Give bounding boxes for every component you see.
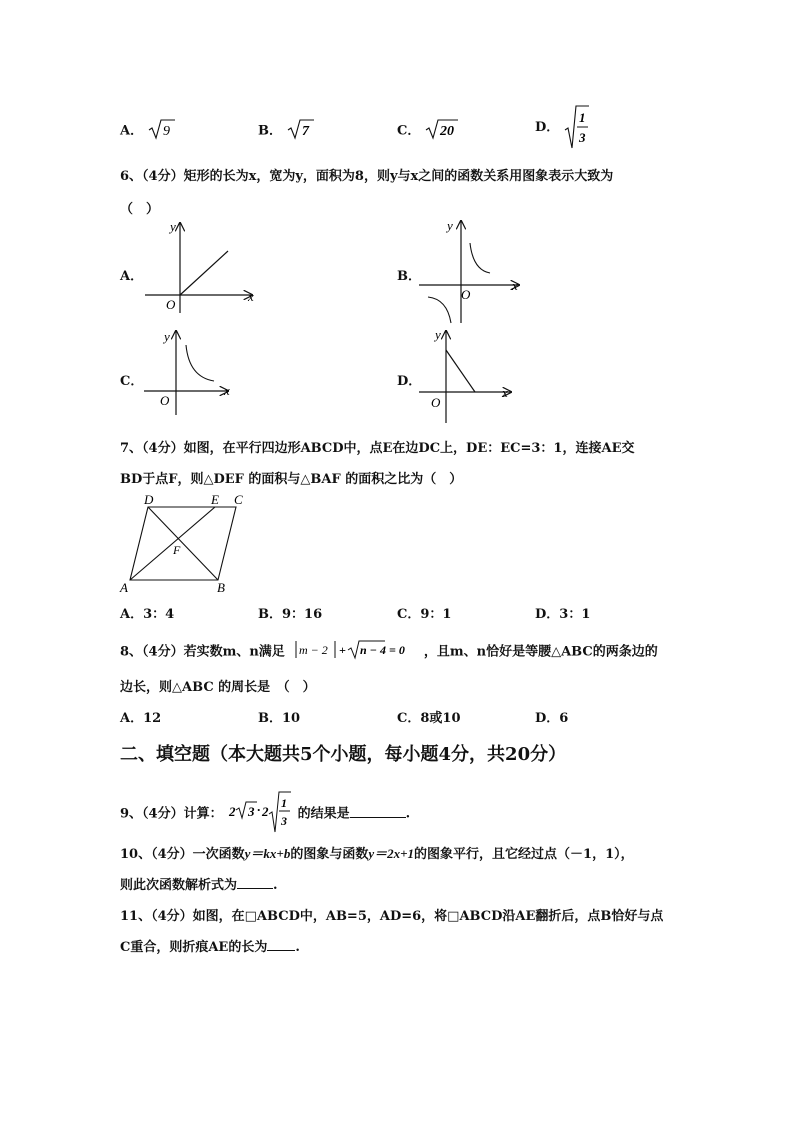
- sqrt-sign-icon: [269, 792, 291, 832]
- q5-option-b: [258, 118, 315, 144]
- q10-end: .: [273, 878, 278, 893]
- q8-stem-line2: 边长，则△ABC 的周长是 （ ）: [120, 680, 316, 695]
- answer-blank[interactable]: [350, 805, 406, 818]
- q7-option-b: [258, 603, 322, 622]
- hyperbola-branch: [186, 345, 214, 381]
- y-axis-label: y: [164, 329, 170, 344]
- hyperbola-branch-3: [428, 297, 451, 323]
- q6-option-b-label: B．: [397, 269, 421, 284]
- point-e-label: E: [211, 492, 219, 507]
- q8-equation: [293, 638, 415, 666]
- option-label: B．: [258, 607, 282, 622]
- option-label: D．: [535, 711, 560, 726]
- q6-graph-a: [140, 215, 270, 315]
- sqrt-expression: [287, 118, 315, 144]
- radicand: 20: [439, 124, 454, 139]
- q6-graph-c: [140, 325, 240, 415]
- q6-option-a-label: A．: [120, 269, 144, 284]
- q10-stem-line2: [120, 874, 278, 893]
- option-label: C．: [397, 711, 421, 726]
- option-text: 12: [143, 711, 162, 726]
- q8-stem-line1: [120, 638, 658, 666]
- q6-graph-b: [415, 215, 525, 325]
- x-axis-label: x: [502, 385, 508, 400]
- q11-end: .: [295, 940, 300, 955]
- option-label: B．: [258, 711, 282, 726]
- answer-blank[interactable]: [267, 938, 295, 951]
- sqrt-expression: [148, 118, 176, 144]
- option-label: D．: [535, 119, 560, 135]
- q9-line: [120, 790, 410, 838]
- plus-sign: +: [339, 643, 347, 657]
- q9-end: .: [405, 806, 411, 822]
- answer-blank[interactable]: [237, 876, 273, 889]
- sqrt-sign-icon: [148, 118, 176, 140]
- q8-option-a: [120, 707, 161, 726]
- multiply-dot: ·: [257, 802, 261, 817]
- x-axis-label: x: [512, 278, 518, 293]
- q8-option-d: [535, 707, 568, 726]
- q10-function-1: y＝kx+b: [244, 846, 291, 861]
- q10-part1: 10、（4分）一次函数: [120, 847, 245, 862]
- q8-option-c: [397, 707, 461, 726]
- option-text: 8或10: [420, 711, 461, 726]
- q9-suffix: 的结果是: [297, 806, 350, 822]
- fraction-numerator: 1: [578, 110, 586, 125]
- q9-expression: [227, 790, 293, 838]
- q11-stem-line2: [120, 936, 300, 955]
- x-axis-label: x: [248, 289, 254, 304]
- coefficient-1: 2: [229, 804, 236, 819]
- q7-option-a: [120, 603, 174, 622]
- origin-label: O: [431, 395, 441, 410]
- y-axis-label: y: [447, 218, 453, 233]
- q5-option-d: [535, 104, 590, 154]
- q10-function-2: y＝2x+1: [368, 846, 415, 861]
- q7-parallelogram-figure: [118, 490, 253, 595]
- option-label: C．: [397, 123, 421, 139]
- function-segment: [446, 350, 475, 392]
- equation-graphic: [293, 638, 415, 662]
- q8-suffix: ，且m、n恰好是等腰△ABC的两条边的: [423, 644, 658, 660]
- option-text: 6: [559, 711, 569, 726]
- q10-line2-text: 则此次函数解析式为: [120, 878, 238, 893]
- point-f-label: F: [173, 543, 181, 557]
- sqrt-sign-icon: [287, 118, 315, 140]
- y-axis-label: y: [170, 219, 176, 234]
- q11-line2-text: C重合，则折痕AE的长为: [120, 940, 268, 955]
- point-d-label: D: [144, 492, 154, 507]
- function-line: [180, 251, 228, 295]
- radicand: n − 4: [360, 643, 387, 657]
- equation-rhs: = 0: [389, 643, 406, 657]
- sqrt-fraction: [564, 104, 590, 154]
- q6-stem-line2: （ ）: [120, 202, 160, 217]
- q7-stem-line2: BD于点F，则△DEF 的面积与△BAF 的面积之比为（ ）: [120, 472, 463, 487]
- q7-option-c: [397, 603, 451, 622]
- q5-option-a: [120, 118, 176, 144]
- q5-option-c: [397, 118, 459, 144]
- origin-label: O: [461, 287, 471, 302]
- q10-stem-line1: [120, 843, 634, 862]
- x-axis-label: x: [224, 383, 230, 398]
- point-a-label: A: [120, 580, 128, 595]
- q9-prefix: 9、（4分）计算：: [120, 806, 223, 822]
- diagonal-bd: [148, 507, 218, 580]
- option-label: A．: [120, 607, 144, 622]
- q10-part2: 的图象与函数: [290, 847, 369, 862]
- expression-graphic: [227, 790, 293, 834]
- q7-option-d: [535, 603, 590, 622]
- option-text: 3：4: [143, 607, 175, 622]
- q11-stem-line1: 11、（4分）如图，在□ABCD中，AB=5，AD=6，将□ABCD沿AE翻折后，点B恰好与点: [120, 909, 664, 924]
- q10-part3: 的图象平行，且它经过点（－1，1），: [414, 847, 634, 862]
- radicand: 7: [301, 124, 309, 139]
- fraction-denominator: 3: [281, 814, 288, 828]
- q6-option-d-label: D．: [397, 374, 422, 389]
- fraction-numerator: 1: [281, 796, 288, 810]
- coefficient-2: 2: [262, 804, 269, 819]
- q6-option-c-label: C．: [120, 374, 144, 389]
- fraction-denominator: 3: [578, 130, 586, 145]
- abs-content: m − 2: [299, 643, 329, 657]
- q6-graph-d: [415, 325, 515, 425]
- q8-option-b: [258, 707, 300, 726]
- option-text: 9：1: [420, 607, 452, 622]
- section-title-fill-in: 二、填空题（本大题共5个小题，每小题4分，共20分）: [120, 744, 567, 765]
- option-text: 3：1: [559, 607, 591, 622]
- radicand: 9: [162, 124, 170, 139]
- option-label: B．: [258, 123, 282, 139]
- option-label: A．: [120, 711, 144, 726]
- point-c-label: C: [234, 492, 243, 507]
- q7-stem-line1: 7、（4分）如图，在平行四边形ABCD中，点E在边DC上，DE：EC=3：1，连接AE交: [120, 441, 635, 456]
- option-label: D．: [535, 607, 560, 622]
- q8-prefix: 8、（4分）若实数m、n满足: [120, 644, 285, 660]
- point-b-label: B: [217, 580, 225, 595]
- sqrt-expression: [425, 118, 459, 144]
- origin-label: O: [166, 297, 176, 312]
- origin-label: O: [160, 393, 170, 408]
- option-text: 9：16: [282, 607, 323, 622]
- sqrt-sign-icon: [425, 118, 459, 140]
- option-label: C．: [397, 607, 421, 622]
- hyperbola-branch-1: [470, 243, 490, 273]
- option-label: A．: [120, 123, 144, 139]
- option-text: 10: [282, 711, 301, 726]
- radicand-1: 3: [248, 804, 255, 819]
- sqrt-sign-icon: [564, 104, 590, 150]
- y-axis-label: y: [435, 327, 441, 342]
- q6-stem-line1: 6、（4分）矩形的长为x，宽为y，面积为8，则y与x之间的函数关系用图象表示大致为: [120, 169, 614, 184]
